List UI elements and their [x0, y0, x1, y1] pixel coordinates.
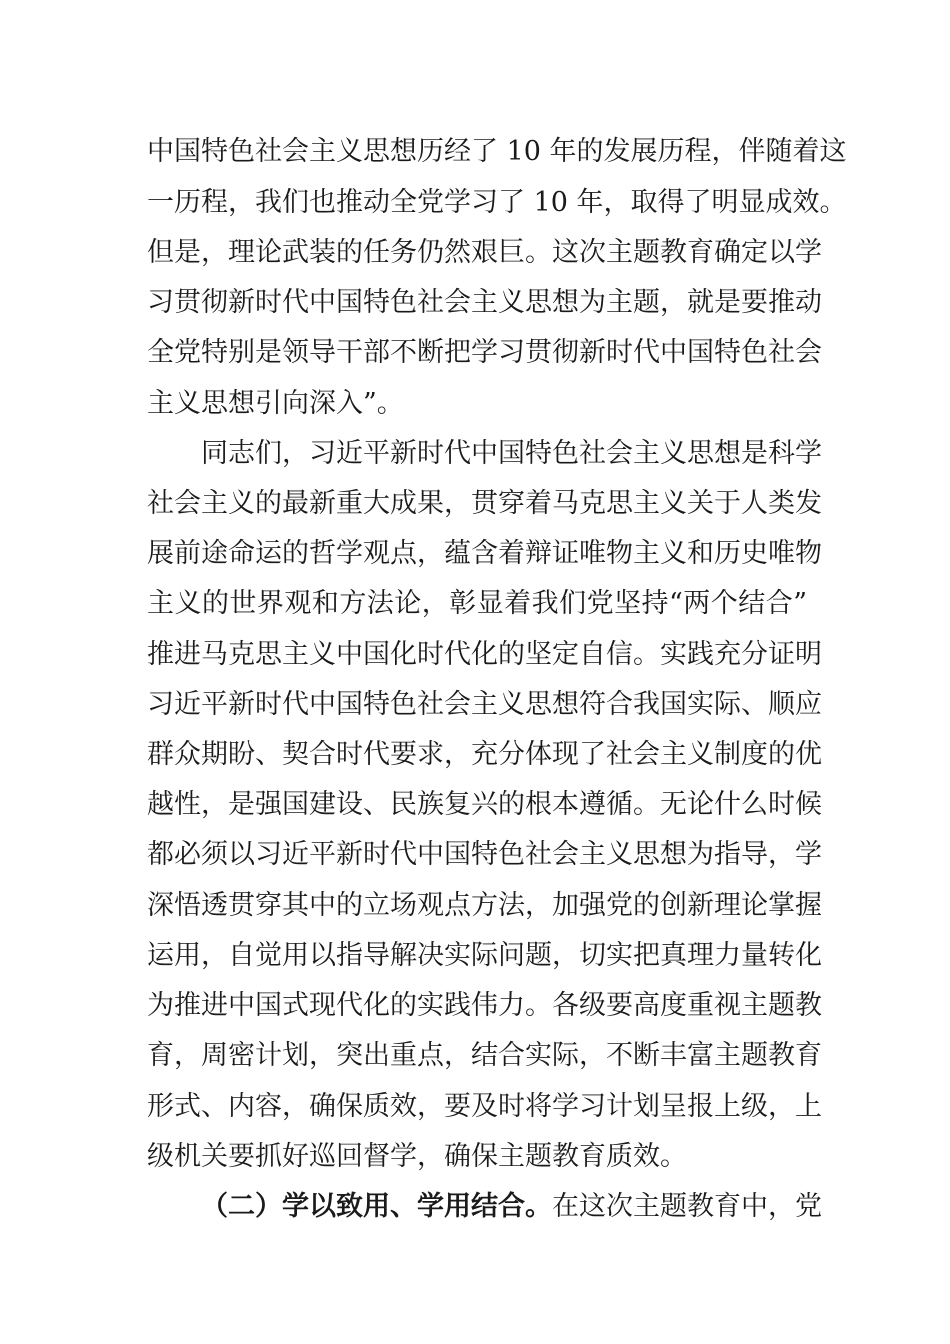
paragraph-line: 主义的世界观和方法论，彰显着我们党坚持“两个结合” [147, 588, 807, 619]
paragraph-line: 全党特别是领导干部不断把学习贯彻新时代中国特色社会 [147, 337, 822, 368]
section-heading-continuation: 在这次主题教育中，党 [552, 1191, 822, 1222]
paragraph-line: 形式、内容，确保质效，要及时将学习计划呈报上级，上 [147, 1091, 822, 1122]
paragraph-line: 级机关要抓好巡回督学，确保主题教育质效。 [147, 1141, 687, 1172]
paragraph-line: 为推进中国式现代化的实践伟力。各级要高度重视主题教 [147, 990, 822, 1021]
paragraph-line: 但是，理论武装的任务仍然艰巨。这次主题教育确定以学 [147, 237, 822, 268]
paragraph-line: 推进马克思主义中国化时代化的坚定自信。实践充分证明 [147, 639, 822, 670]
paragraph-line: 展前途命运的哲学观点，蕴含着辩证唯物主义和历史唯物 [147, 538, 822, 569]
paragraph-line: 都必须以习近平新时代中国特色社会主义思想为指导，学 [147, 839, 822, 870]
paragraph-line: 同志们，习近平新时代中国特色社会主义思想是科学 [201, 438, 822, 469]
section-heading: （二）学以致用、学用结合。 [201, 1191, 552, 1222]
paragraph-line: 越性，是强国建设、民族复兴的根本遵循。无论什么时候 [147, 789, 822, 820]
paragraph-line: 群众期盼、契合时代要求，充分体现了社会主义制度的优 [147, 739, 822, 770]
section-heading-line [201, 1187, 822, 1227]
paragraph-line: 习近平新时代中国特色社会主义思想符合我国实际、顺应 [147, 689, 822, 720]
paragraph-line: 主义思想引向深入”。 [147, 388, 404, 419]
paragraph-line: 社会主义的最新重大成果，贯穿着马克思主义关于人类发 [147, 488, 822, 519]
paragraph-line: 深悟透贯穿其中的立场观点方法，加强党的创新理论掌握 [147, 890, 822, 921]
paragraph-line: 育，周密计划，突出重点，结合实际，不断丰富主题教育 [147, 1040, 822, 1071]
paragraph-line: 一历程，我们也推动全党学习了 10 年，取得了明显成效。 [147, 187, 847, 218]
paragraph-line: 中国特色社会主义思想历经了 10 年的发展历程，伴随着这 [147, 136, 847, 167]
paragraph-line: 习贯彻新时代中国特色社会主义思想为主题，就是要推动 [147, 287, 822, 318]
paragraph-line: 运用，自觉用以指导解决实际问题，切实把真理力量转化 [147, 940, 822, 971]
